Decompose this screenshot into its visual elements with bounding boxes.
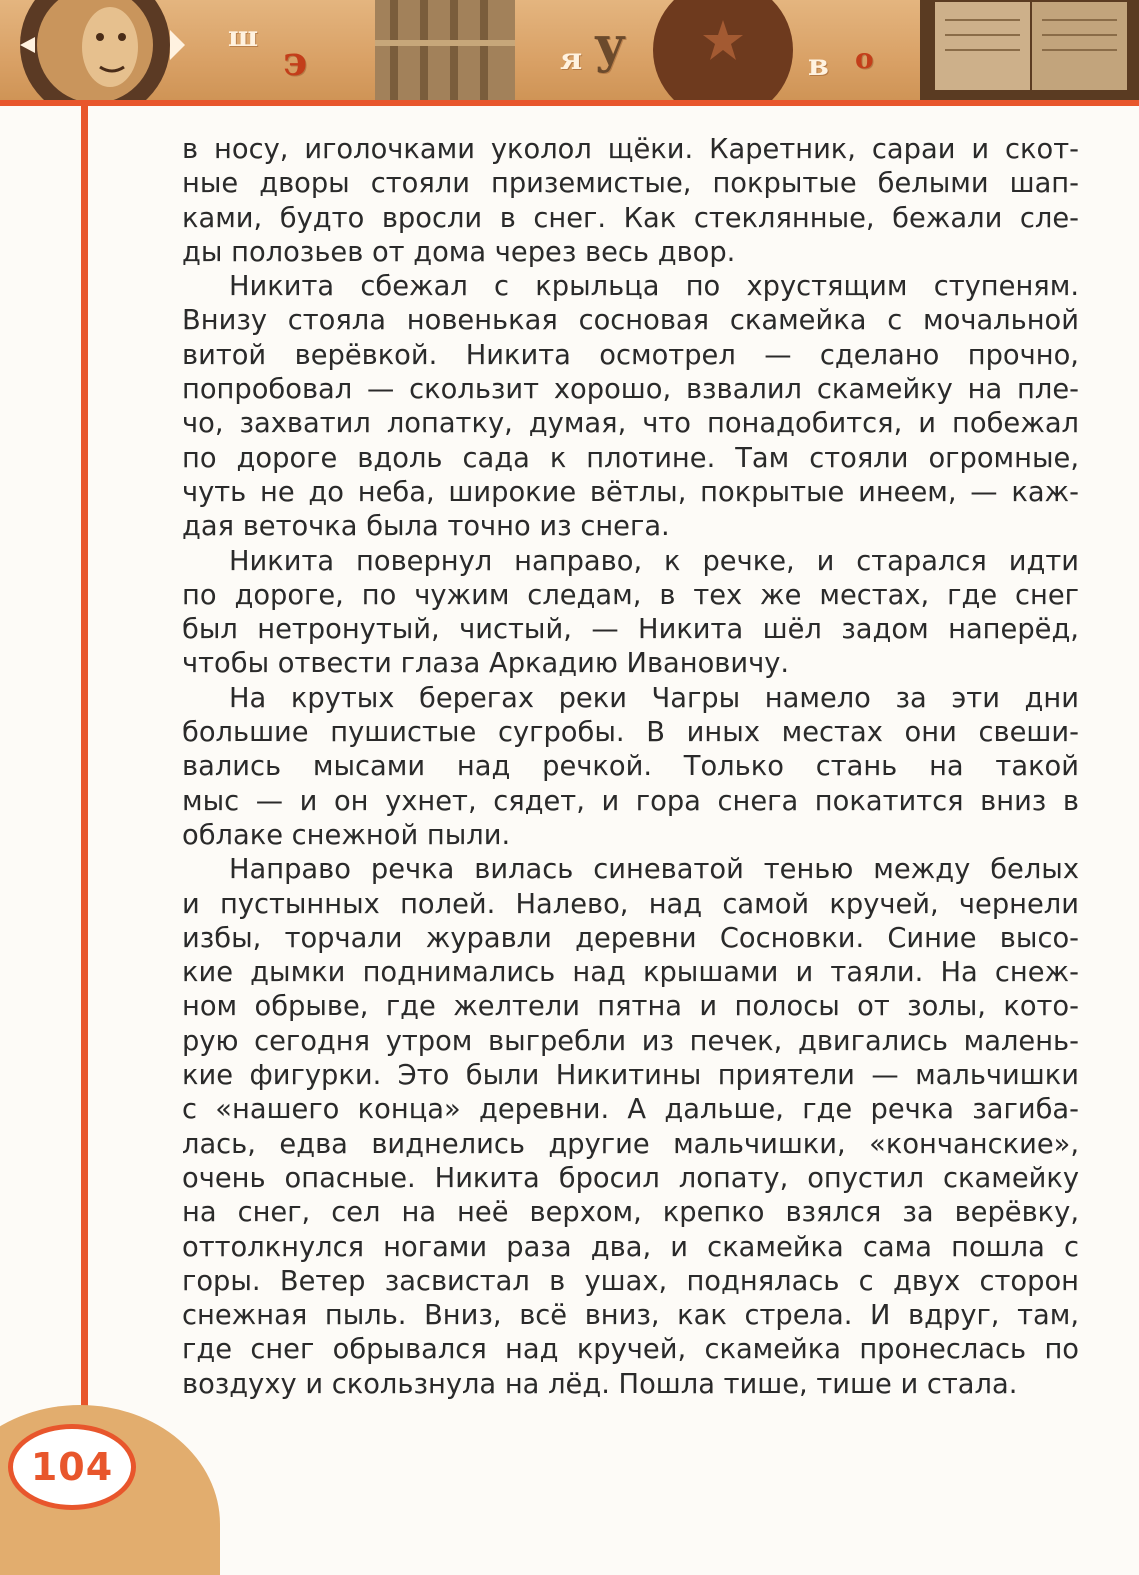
text-line: оттолкнулся ногами раза два, и скамейка сама пошла с [182, 1231, 1079, 1263]
left-margin-rule [81, 100, 88, 1440]
text-line: рую сегодня утром выгребли из печек, двигались малень- [182, 1025, 1079, 1057]
text-line: кие дымки поднимались над крышами и таяли. На снеж- [182, 957, 1079, 989]
text-line: облаке снежной пыли. [182, 819, 511, 851]
page-number-badge [8, 1424, 136, 1510]
banner-letter: я [560, 42, 583, 77]
text-line: по дороге вдоль сада к плотине. Там стояли огромные, [182, 442, 1079, 474]
text-line: попробовал — скользит хорошо, взвалил скамейку на пле- [182, 374, 1079, 406]
text-line: ками, будто вросли в снег. Как стеклянные, бежали сле- [182, 202, 1079, 234]
text-line: снежная пыль. Вниз, всё вниз, как стрела. И вдруг, там, [182, 1300, 1079, 1332]
banner-letter: в [808, 48, 829, 83]
text-line: ные дворы стояли приземистые, покрытые белыми шап- [182, 168, 1079, 200]
book-spines-icon [370, 0, 520, 100]
text-line: очень опасные. Никита бросил лопату, опустил скамейку [182, 1162, 1079, 1194]
text-line: и пустынных полей. Налево, над самой кручей, чернели [182, 888, 1079, 920]
text-line: вались мысами над речкой. Только стань на такой [182, 751, 1079, 783]
text-line: Никита сбежал с крыльца по хрустящим ступеням. [229, 271, 1079, 303]
text-line: чтобы отвести глаза Аркадию Ивановичу. [182, 648, 790, 680]
decorative-banner [0, 0, 1139, 100]
medallion-face-icon [0, 0, 220, 100]
text-line: чо, захватил лопатку, думая, что понадобится, и побежал [182, 408, 1079, 440]
text-line: Направо речка вилась синеватой тенью между белых [229, 854, 1079, 886]
text-line: с «нашего конца» деревни. А дальше, где речка загиба- [182, 1094, 1079, 1126]
text-line: мыс — и он ухнет, сядет, и гора снега покатится вниз в [182, 785, 1079, 817]
dark-ball-icon [648, 0, 798, 100]
text-line: большие пушистые сугробы. В иных местах они свеши- [182, 717, 1079, 749]
text-line: избы, торчали журавли деревни Сосновки. Синие высо- [182, 922, 1079, 954]
text-line: Никита повернул направо, к речке, и старался идти [229, 545, 1079, 577]
text-line: ды полозьев от дома через весь двор. [182, 236, 736, 268]
text-line: в носу, иголочками уколол щёки. Каретник, сараи и скот- [182, 134, 1079, 165]
text-line: на снег, сел на неё верхом, крепко взялся за верёвку, [182, 1197, 1079, 1229]
text-line: чуть не до неба, широкие вётлы, покрытые инеем, — каж- [182, 476, 1079, 508]
banner-letter: э [283, 38, 308, 85]
banner-letter: у [594, 15, 627, 74]
text-line: дая веточка была точно из снега. [182, 511, 670, 543]
banner-letter: ш [228, 20, 259, 53]
text-line: был нетронутый, чистый, — Никита шёл задом наперёд, [182, 614, 1079, 646]
banner-letter: о [855, 42, 874, 75]
text-line: где снег обрывался над кручей, скамейка пронеслась по [182, 1334, 1079, 1366]
text-line: витой верёвкой. Никита осмотрел — сделано прочно, [182, 339, 1079, 371]
old-book-icon [920, 0, 1139, 100]
text-line: кие фигурки. Это были Никитины приятели — мальчишки [182, 1060, 1079, 1092]
banner-divider [0, 100, 1139, 106]
page-number: 104 [30, 1445, 114, 1489]
text-line: воздуху и скользнула на лёд. Пошла тише, тише и стала. [182, 1368, 1018, 1400]
text-body [182, 133, 1079, 1402]
text-line: ном обрыве, где желтели пятна и полосы от золы, кото- [182, 991, 1079, 1023]
text-line: по дороге, по чужим следам, в тех же местах, где снег [182, 579, 1079, 611]
text-line: На крутых берегах реки Чагры намело за эти дни [229, 682, 1079, 714]
text-line: лась, едва виднелись другие мальчишки, «кончанские», [182, 1128, 1079, 1160]
text-line: Внизу стояла новенькая сосновая скамейка с мочальной [182, 305, 1079, 337]
text-line: горы. Ветер засвистал в ушах, поднялась с двух сторон [182, 1265, 1079, 1297]
